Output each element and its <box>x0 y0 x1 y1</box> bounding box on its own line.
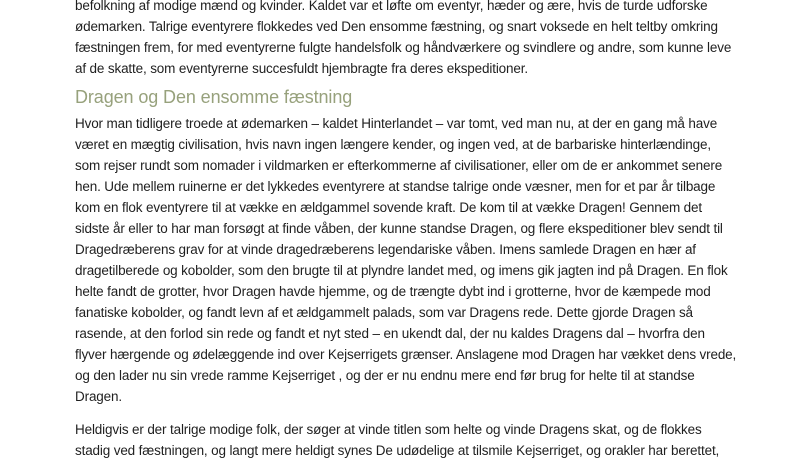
text-line: ødemarken. Talrige eventyrere flokkedes ved Den ensomme fæstning, og snart voksede en helt teltby omkring <box>75 19 718 34</box>
text-line: af de skatte, som eventyrerne succesfuldt hjembragte fra deres ekspeditioner. <box>75 61 528 76</box>
paragraph-dragon-story <box>75 113 740 407</box>
text-line: rasende, at den forlod sin rede og fandt et nyt sted – en ukendt dal, der nu kaldes Dragens dal – hvorfra den <box>75 326 705 341</box>
text-line: dragetilberede og kobolder, som den brugte til at plyndre landet med, og imens gik jagten ind på Dragen. En flok <box>75 263 728 278</box>
text-line: stadig ved fæstningen, og langt mere heldigt synes De udødelige at tilsmile Kejserriget, og orakler har berettet, <box>75 443 720 458</box>
text-line: Dragedræberens grav for at vinde dragedræberens legendariske våben. Imens samlede Dragen en hær af <box>75 242 696 257</box>
paragraph-continued <box>75 0 740 79</box>
text-line: fanatiske kobolder, og fandt levn af et ældgammelt palads, som var Dragens rede. Dette gjorde Dragen så <box>75 305 693 320</box>
text-line: hen. Ude mellem ruinerne er det lykkedes eventyrere at standse talrige onde væsner, men for et par år tilbage <box>75 179 716 194</box>
text-line: Heldigvis er der talrige modige folk, der søger at vinde titlen som helte og vinde Dragens skat, og de flokkes <box>75 422 702 437</box>
text-line: fæstningen frem, for med eventyrerne fulgte handelsfolk og håndværkere og svindlere og andre, som kunne leve <box>75 40 732 55</box>
text-line: flyver hærgende og ødelæggende ind over Kejserrigets grænser. Anslagene mod Dragen har vækket dens vrede, <box>75 347 737 362</box>
text-line: som rejser rundt som nomader i vildmarken er efterkommerne af civilisationer, eller om de er ankommet senere <box>75 158 723 173</box>
text-line: Hvor man tidligere troede at ødemarken – kaldet Hinterlandet – var tomt, ved man nu, at der en gang må have <box>75 116 718 131</box>
paragraph-heroes <box>75 419 740 461</box>
text-line: Dragen. <box>75 389 122 404</box>
text-line: helte fandt de grotter, hvor Dragen havde hjemme, og de trængte dybt ind i grotterne, hvor de kæmpede mod <box>75 284 711 299</box>
text-line: sidste år eller to har man forsøgt at finde våben, der kunne standse Dragen, og flere ekspeditioner blev sendt til <box>75 221 723 236</box>
section-heading: Dragen og Den ensomme fæstning <box>75 87 353 107</box>
text-line: været en mægtig civilisation, hvis navn ingen længere kender, og ingen ved, at de barbariske hinterlændinge, <box>75 137 711 152</box>
text-line: kom en flok eventyrere til at vække en ældgammel sovende kraft. De kom til at vække Dragen! Gennem det <box>75 200 702 215</box>
text-line: og den lader nu sin vrede ramme Kejserriget , og der er nu endnu mere end før brug for helte til at standse <box>75 368 695 383</box>
text-line: befolkning af modige mænd og kvinder. Kaldet var et løfte om eventyr, hæder og ære, hvis de turde udforske <box>75 0 708 13</box>
